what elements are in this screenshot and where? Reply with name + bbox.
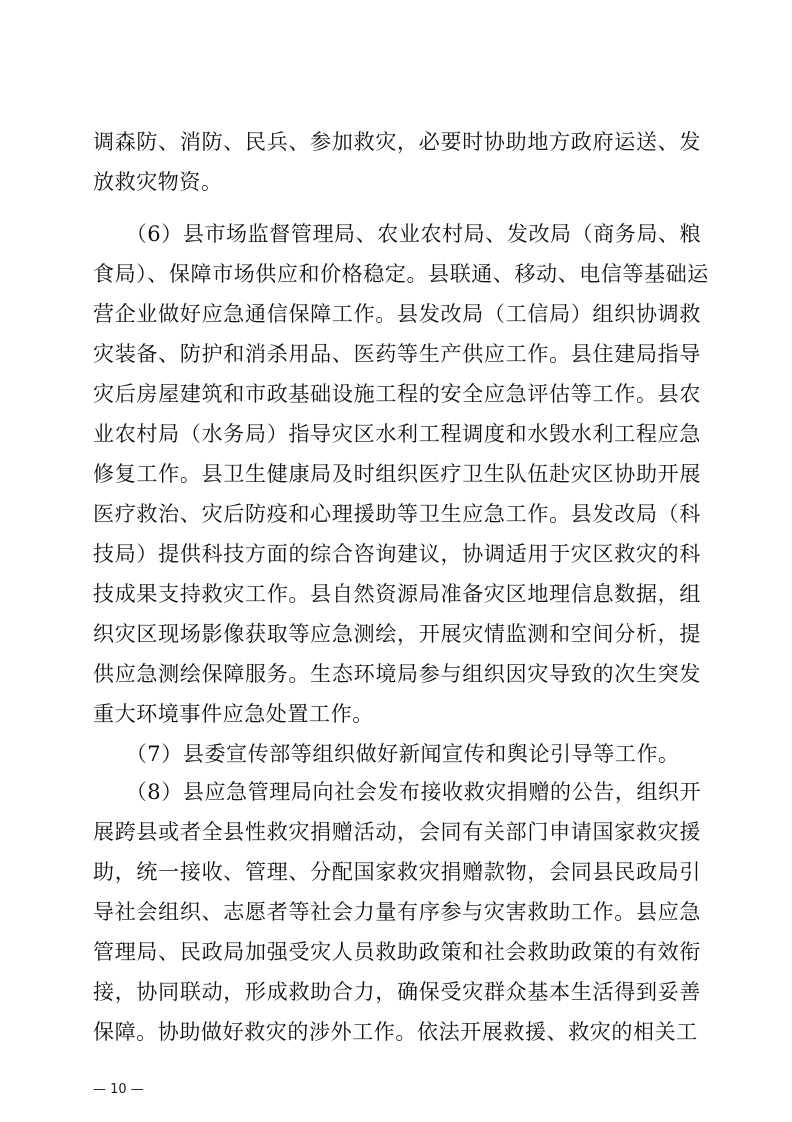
text-line: 营企业做好应急通信保障工作。县发改局（工信局）组织协调救 [93,302,701,326]
text-line: （6）县市场监督管理局、农业农村局、发改局（商务局、粮 [93,222,702,246]
text-line: 医疗救治、灾后防疫和心理援助等卫生应急工作。县发改局（科 [93,502,701,526]
text-line: 放救灾物资。 [93,170,223,194]
text-line: 业农村局（水务局）指导灾区水利工程调度和水毁水利工程应急 [93,422,701,446]
text-line: 管理局、民政局加强受灾人员救助政策和社会救助政策的有效衔 [93,940,701,964]
text-line: 接，协同联动，形成救助合力，确保受灾群众基本生活得到妥善 [93,980,701,1004]
text-line: 灾后房屋建筑和市政基础设施工程的安全应急评估等工作。县农 [93,382,701,406]
text-line: 助，统一接收、管理、分配国家救灾捐赠款物，会同县民政局引 [93,860,701,884]
text-line: 灾装备、防护和消杀用品、医药等生产供应工作。县住建局指导 [93,342,701,366]
text-line: 供应急测绘保障服务。生态环境局参与组织因灾导致的次生突发 [93,662,701,686]
text-line: 展跨县或者全县性救灾捐赠活动，会同有关部门申请国家救灾援 [93,820,701,844]
text-line: （8）县应急管理局向社会发布接收救灾捐赠的公告，组织开 [93,780,702,804]
text-line: 调森防、消防、民兵、参加救灾，必要时协助地方政府运送、发 [93,130,701,154]
text-line: 修复工作。县卫生健康局及时组织医疗卫生队伍赴灾区协助开展 [93,462,701,486]
page-number: — 10 — [93,1082,144,1097]
text-line: 技局）提供科技方面的综合咨询建议，协调适用于灾区救灾的科 [93,542,701,566]
text-line: 技成果支持救灾工作。县自然资源局准备灾区地理信息数据，组 [93,582,701,606]
text-line: 织灾区现场影像获取等应急测绘，开展灾情监测和空间分析，提 [93,622,701,646]
text-line: 食局）、保障市场供应和价格稳定。县联通、移动、电信等基础运 [93,262,709,286]
text-line: 导社会组织、志愿者等社会力量有序参与灾害救助工作。县应急 [93,900,701,924]
text-line: （7）县委宣传部等组织做好新闻宣传和舆论引导等工作。 [93,742,680,766]
text-line: 重大环境事件应急处置工作。 [93,702,374,726]
text-line: 保障。协助做好救灾的涉外工作。依法开展救援、救灾的相关工 [93,1020,698,1044]
